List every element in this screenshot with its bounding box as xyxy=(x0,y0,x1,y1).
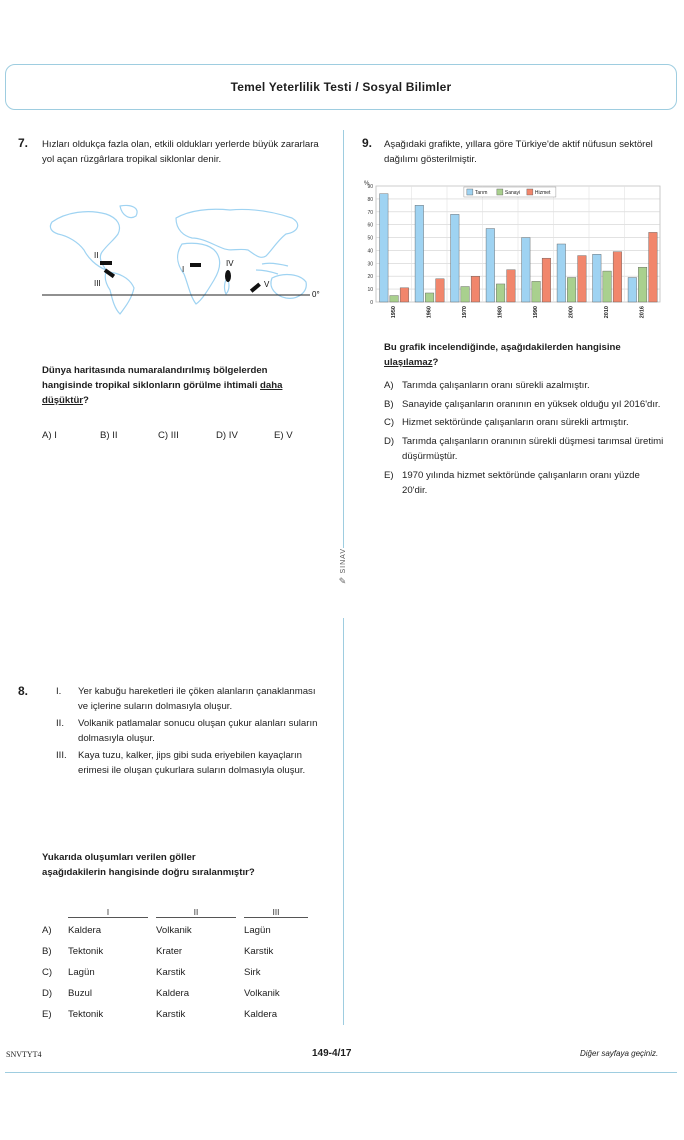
option-letter: B) xyxy=(42,946,52,957)
option-cell: Kaldera xyxy=(156,988,190,999)
legend-swatch-tarım xyxy=(467,189,473,195)
table-header-i: I xyxy=(68,908,148,918)
watermark-text: SINAV xyxy=(339,548,347,574)
bar-tarım xyxy=(593,254,602,302)
q9-option-c[interactable] xyxy=(384,415,664,431)
option-cell: Karstik xyxy=(244,946,274,957)
question-9-qmark: ? xyxy=(432,357,439,368)
q9-option-b[interactable] xyxy=(384,397,664,413)
region-v-marker xyxy=(250,283,261,293)
bar-hizmet xyxy=(613,252,622,302)
option-letter: B) xyxy=(384,398,394,410)
x-tick-label: 2010 xyxy=(604,306,611,319)
legend-label-sanayi: Sanayi xyxy=(504,190,521,196)
statement-iii-label: III. xyxy=(56,750,67,761)
bar-hizmet xyxy=(400,288,409,302)
question-9-number: 9. xyxy=(362,136,373,150)
watermark xyxy=(336,548,350,618)
option-cell: Volkanik xyxy=(244,988,280,999)
question-9-emphasis: ulaşılamaz xyxy=(384,357,433,368)
statement-i-text: Yer kabuğu hareketleri ile çöken alanların çanaklanması ve içlerine suların dolmasıyla oluşur. xyxy=(78,686,316,712)
map-label-i: I xyxy=(182,265,185,274)
bar-tarım xyxy=(451,214,460,302)
option-cell: Karstik xyxy=(156,1009,186,1020)
option-cell: Karstik xyxy=(156,967,186,978)
table-header-ii: II xyxy=(156,908,236,918)
bar-tarım xyxy=(557,244,566,302)
region-ii-marker xyxy=(100,261,112,265)
x-tick-label: 2016 xyxy=(639,306,646,319)
map-label-iv: IV xyxy=(226,259,234,268)
y-axis-label: % xyxy=(364,181,370,187)
statement-ii xyxy=(56,716,318,746)
option-cell: Volkanik xyxy=(156,925,192,936)
option-text: Tarımda çalışanların oranı sürekli azalmıştır. xyxy=(402,380,590,391)
y-tick-label: 40 xyxy=(367,248,373,255)
question-7-prompt xyxy=(42,363,312,408)
question-9-intro: Aşağıdaki grafikte, yıllara göre Türkiye'de aktif nüfusun sektörel dağılımı gösterilmiştir. xyxy=(384,139,653,165)
option-text: Tarımda çalışanların oranının sürekli düşmesi tarımsal üretimi düşürmüştür. xyxy=(402,435,664,462)
bar-tarım xyxy=(486,229,495,302)
footer-code: SNVTYT4 xyxy=(6,1050,42,1059)
bar-hizmet xyxy=(471,276,480,302)
legend-swatch-sanayi xyxy=(497,189,503,195)
option-d-row[interactable] xyxy=(42,983,308,1004)
page-title: Temel Yeterlilik Testi / Sosyal Bilimler xyxy=(230,80,452,94)
question-7-intro: Hızları oldukça fazla olan, etkili oldukları yerlerde büyük zararlara yol açan rüzgârlara tropikal siklonlar denir. xyxy=(42,139,319,165)
question-7-answers xyxy=(42,430,314,441)
option-letter: C) xyxy=(42,967,53,978)
y-tick-label: 80 xyxy=(367,196,373,203)
option-cell: Kaldera xyxy=(68,925,102,936)
map-label-equator: 0° xyxy=(312,290,320,299)
x-tick-label: 1970 xyxy=(462,306,469,319)
question-9-options xyxy=(384,378,664,502)
option-e-row[interactable] xyxy=(42,1004,308,1025)
bar-sanayi xyxy=(496,284,505,302)
y-tick-label: 20 xyxy=(367,274,373,281)
header-box xyxy=(5,64,677,110)
statement-iii-text: Kaya tuzu, kalker, jips gibi suda eriyebilen kayaçların erimesi ile oluşan çukurlara suların dolmasıyla oluşur. xyxy=(78,750,306,776)
bar-hizmet xyxy=(649,232,658,302)
statement-i-label: I. xyxy=(56,686,62,697)
q7-answer-e[interactable]: E) V xyxy=(274,430,293,441)
option-letter: C) xyxy=(384,417,395,428)
indonesia-outline xyxy=(256,263,288,274)
question-7-emphasis: daha düşüktür xyxy=(42,380,283,406)
q9-option-a[interactable] xyxy=(384,378,664,394)
bar-tarım xyxy=(522,238,531,302)
footer-line xyxy=(5,1072,677,1073)
europe-asia-outline xyxy=(176,209,298,257)
y-tick-label: 70 xyxy=(367,209,373,216)
world-map xyxy=(40,200,330,320)
option-text: Sanayide çalışanların oranının en yüksek olduğu yıl 2016'dır. xyxy=(402,398,661,410)
y-tick-label: 60 xyxy=(367,222,373,229)
south-america-outline xyxy=(105,272,134,314)
q9-option-d[interactable] xyxy=(384,434,664,465)
x-tick-label: 1990 xyxy=(533,306,540,319)
x-tick-label: 1950 xyxy=(391,306,398,319)
y-tick-label: 10 xyxy=(367,287,373,294)
option-letter: D) xyxy=(384,435,395,447)
option-a-row[interactable] xyxy=(42,920,308,941)
y-tick-label: 30 xyxy=(367,261,373,268)
option-cell: Sirk xyxy=(244,967,261,978)
question-9-prompt xyxy=(384,340,654,370)
q7-answer-b[interactable]: B) II xyxy=(100,430,118,441)
question-8-number: 8. xyxy=(18,684,29,698)
bar-hizmet xyxy=(507,270,516,302)
option-text: 1970 yılında hizmet sektöründe çalışanların oranı yüzde 20'dir. xyxy=(402,469,640,496)
region-i-marker xyxy=(190,263,201,267)
y-tick-label: 50 xyxy=(367,235,373,242)
option-cell: Krater xyxy=(156,946,183,957)
map-label-ii: II xyxy=(94,251,99,260)
bar-tarım xyxy=(628,278,637,302)
bar-tarım xyxy=(415,205,424,302)
legend-label-hizmet: Hizmet xyxy=(534,190,551,196)
option-cell: Tektonik xyxy=(68,1009,104,1020)
bar-sanayi xyxy=(603,271,612,302)
x-tick-label: 1980 xyxy=(497,306,504,319)
q9-option-e[interactable] xyxy=(384,468,664,499)
question-7-prompt-text: Dünya haritasında numaralandırılmış bölgelerden hangisinde tropikal siklonların görülme ihtimali xyxy=(42,365,268,391)
question-8-statements xyxy=(56,684,318,780)
option-cell: Buzul xyxy=(68,988,92,999)
option-cell: Lagün xyxy=(68,967,95,978)
bar-sanayi xyxy=(461,287,470,302)
x-tick-label: 2000 xyxy=(568,306,575,319)
statement-i xyxy=(56,684,318,714)
q7-answer-d[interactable]: D) IV xyxy=(216,430,238,441)
bar-sanayi xyxy=(638,267,647,302)
y-tick-label: 0 xyxy=(370,300,373,306)
bar-sanayi xyxy=(390,296,399,302)
table-header-iii: III xyxy=(244,908,308,918)
sector-bar-chart xyxy=(356,178,666,324)
bar-hizmet xyxy=(578,256,587,302)
legend-label-tarım: Tarım xyxy=(474,190,488,196)
option-cell: Tektonik xyxy=(68,946,104,957)
map-label-v: V xyxy=(264,280,270,289)
table-header-row xyxy=(42,906,308,920)
y-tick-label: 90 xyxy=(367,184,373,190)
lake-options-table xyxy=(42,906,308,1025)
footer-next-page: Diğer sayfaya geçiniz. xyxy=(580,1049,659,1058)
statement-ii-label: II. xyxy=(56,718,64,729)
option-cell: Kaldera xyxy=(244,1009,278,1020)
q7-answer-a[interactable]: A) I xyxy=(42,430,57,441)
q7-answer-c[interactable]: C) III xyxy=(158,430,179,441)
x-tick-label: 1960 xyxy=(426,306,433,319)
pen-icon: ✎ xyxy=(338,575,348,586)
question-7-number: 7. xyxy=(18,136,29,150)
option-b-row[interactable] xyxy=(42,941,308,962)
option-letter: D) xyxy=(42,988,53,999)
option-letter: A) xyxy=(384,380,394,391)
map-label-iii: III xyxy=(94,279,101,288)
statement-iii xyxy=(56,748,318,778)
bar-sanayi xyxy=(425,293,434,302)
bar-hizmet xyxy=(542,258,551,302)
greenland-outline xyxy=(120,205,137,217)
option-text: Hizmet sektöründe çalışanların oranı sürekli artmıştır. xyxy=(402,417,629,428)
madagascar-outline xyxy=(225,280,230,294)
question-9-prompt-text: Bu grafik incelendiğinde, aşağıdakilerden hangisine xyxy=(384,342,621,353)
option-c-row[interactable] xyxy=(42,962,308,983)
legend-swatch-hizmet xyxy=(527,189,533,195)
option-letter: E) xyxy=(384,469,394,481)
region-iv-marker xyxy=(225,270,231,282)
question-8-prompt: Yukarıda oluşumları verilen göller aşağıdakilerin hangisinde doğru sıralanmıştır? xyxy=(42,852,255,878)
bar-hizmet xyxy=(436,279,445,302)
option-letter: E) xyxy=(42,1009,52,1020)
option-letter: A) xyxy=(42,925,52,936)
question-7-qmark: ? xyxy=(83,395,89,406)
bar-tarım xyxy=(380,194,389,302)
bar-sanayi xyxy=(532,281,541,302)
statement-ii-text: Volkanik patlamalar sonucu oluşan çukur alanları suların dolmasıyla oluşur. xyxy=(78,718,318,744)
option-cell: Lagün xyxy=(244,925,271,936)
footer-page-number: 149-4/17 xyxy=(312,1048,352,1059)
bar-sanayi xyxy=(567,278,576,302)
